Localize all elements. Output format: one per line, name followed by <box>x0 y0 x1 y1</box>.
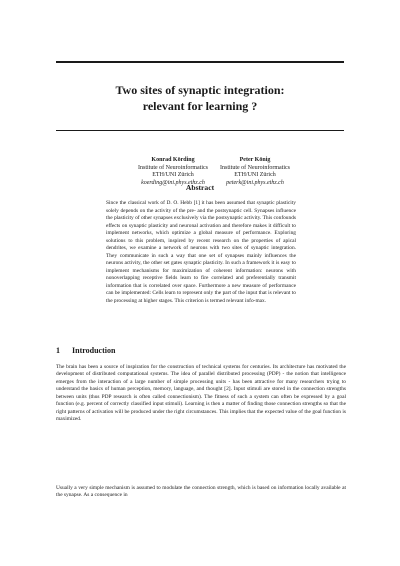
author-institution: ETH/UNI Zürich <box>152 172 194 179</box>
section-heading <box>56 346 115 355</box>
author-email: peterk@ini.phys.ethz.ch <box>226 179 284 186</box>
author-affiliation: Institute of Neuroinformatics <box>138 164 208 171</box>
paper-title <box>0 82 400 114</box>
abstract-heading: Abstract <box>185 183 215 192</box>
title-bottom-rule <box>56 130 344 131</box>
author-name: Peter König <box>239 157 271 163</box>
author-institution: ETH/UNI Zürich <box>234 172 276 179</box>
section-title: Introduction <box>72 346 116 355</box>
author-email: koerding@ini.phys.ethz.ch <box>141 179 205 186</box>
author-name: Konrad Körding <box>151 157 195 163</box>
title-top-rule <box>56 61 344 63</box>
title-line-2: relevant for learning ? <box>142 99 258 113</box>
abstract-text: Since the classical work of D. O. Hebb [1] it has been assumed that synaptic plasticity solely depends on the activity of the pre- and the postsynaptic cell. Synapses influence the plasticity of other synapses exclusively via the postsynaptic activity. This confounds effects on synaptic plasticity and neuronal activation and therefore makes it difficult to implement networks, which optimize a global measure of performance. Exploring solutions to this problem, inspired by recent research on the properties of apical dendrites, we examine a network of neurons with two sites of synaptic integration. They communicate in such a way that one set of synapses mainly influences the neurons activity, the other set gates synaptic plasticity. In such a framework it is easy to implement mechanisms for maximization of coherent information: neurons with nonoverlapping receptive fields learn to fire correlated and preferentially transmit information that is correlated over space. Furthermore a new measure of performance can be implemented: Cells learn to represent only the part of the input that is relevant to the processing at higher stages. This criterion is termed relevant info-max. <box>106 200 296 304</box>
section-number: 1 <box>56 346 60 355</box>
title-line-1: Two sites of synaptic integration: <box>115 83 285 97</box>
author-affiliation: Institute of Neuroinformatics <box>220 164 290 171</box>
body-paragraph-2: Usually a very simple mechanism is assumed to modulate the connection strength, which is based on information locally available at the synapse. As a consequence in <box>56 485 346 499</box>
body-paragraph-1: The brain has been a source of inspiration for the construction of technical systems for centuries. Its architecture has motivated the development of distributed computational systems. The idea of parallel distributed processing (PDP) - the notion that intelligence emerges from the interaction of a large number of simple processing units - has been attractive for many researchers trying to understand the basics of human perception, memory, language, and thought [2]. Input stimuli are stored in the connection strengths between units (thus PDP research is often called connectionism). The fitness of such a system can often be expressed by a goal function (e.g. percent of correctly classified input stimuli). Learning is then a matter of finding those connection strengths so that the right patterns of activation will be produced under the right circumstances. This implies that the expected value of the goal function is maximized. <box>56 364 346 423</box>
